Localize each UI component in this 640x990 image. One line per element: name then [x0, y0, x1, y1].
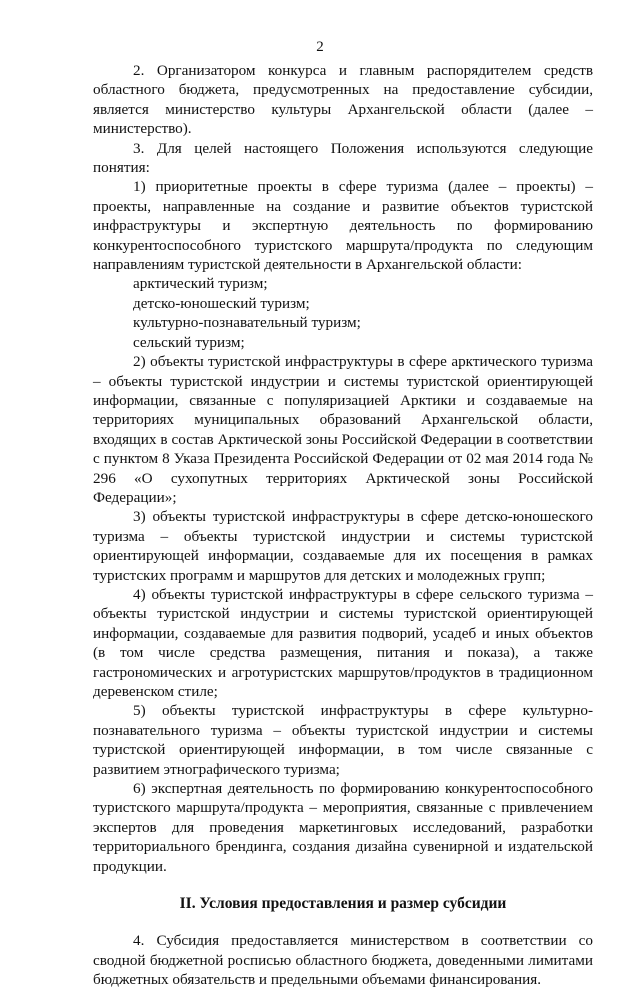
list-item-arctic: арктический туризм; — [133, 275, 268, 293]
paragraph-expert-activity: 6) экспертная деятельность по формированию конкурентоспособного туристского маршрута/продукта – мероприятия, связанные с привлечением экспертов для проведения маркетинговых исследований, разработки территориального брендинга, создания дизайна сувенирной и издательской продукции. — [93, 780, 593, 875]
paragraph-cultural-infrastructure: 5) объекты туристской инфраструктуры в сфере культурно-познавательного туризма – объекты туристской индустрии и системы туристской ориентирующей информации, в том числе связанные с развитием этнографического туризма; — [93, 702, 593, 778]
tourism-types-list — [93, 274, 593, 352]
list-item-rural: сельский туризм; — [133, 333, 245, 351]
paragraph-rural-infrastructure: 4) объекты туристской инфраструктуры в сфере сельского туризма – объекты туристской индустрии и системы туристской ориентирующей информации, создаваемые для развития подворий, усадеб и иных объектов (в том числе средства размещения, питания и показа), а также гастрономических и агротуристских маршрутов/продуктов в традиционном деревенском стиле; — [93, 585, 593, 700]
paragraph-organizer: 2. Организатором конкурса и главным распорядителем средств областного бюджета, предусмотренных на предоставление субсидии, является министерство культуры Архангельской области (далее – министерство). — [93, 62, 593, 138]
paragraph-definitions-intro: 3. Для целей настоящего Положения используются следующие понятия: — [93, 139, 593, 177]
list-item-cultural: культурно-познавательный туризм; — [133, 314, 361, 332]
paragraph-priority-projects: 1) приоритетные проекты в сфере туризма (далее – проекты) – проекты, направленные на создание и развитие объектов туристской инфраструктуры и экспертную деятельность по формированию конкурентоспособного туристского маршрута/продукта по следующим направлениям туристской деятельности в Архангельской области: — [93, 178, 593, 274]
paragraph-youth-infrastructure: 3) объекты туристской инфраструктуры в сфере детско-юношеского туризма – объекты туристской индустрии и системы туристской ориентирующей информации, создаваемые для их посещения в рамках туристских программ и маршрутов для детских и молодежных групп; — [93, 508, 593, 584]
list-item-youth: детско-юношеский туризм; — [133, 294, 310, 312]
paragraph-arctic-infrastructure: 2) объекты туристской инфраструктуры в сфере арктического туризма – объекты туристской индустрии и системы туристской ориентирующей информации, связанные с популяризацией Арктики и создаваемые на территориях муниципальных образований Архангельской области, входящих в состав Арктической зоны Российской Федерации в соответствии с пунктом 8 Указа Президента Российской Федерации от 02 мая 2014 года № 296 «О сухопутных территориях Арктической зоны Российской Федерации»; — [93, 353, 593, 506]
section-heading: II. Условия предоставления и размер субсидии — [179, 895, 507, 913]
document-body — [93, 61, 593, 990]
paragraph-subsidy: 4. Субсидия предоставляется министерством в соответствии со сводной бюджетной росписью областного бюджета, доведенными лимитами бюджетных обязательств и предельными объемами финансирования. — [93, 932, 593, 989]
page-number: 2 — [316, 39, 324, 55]
